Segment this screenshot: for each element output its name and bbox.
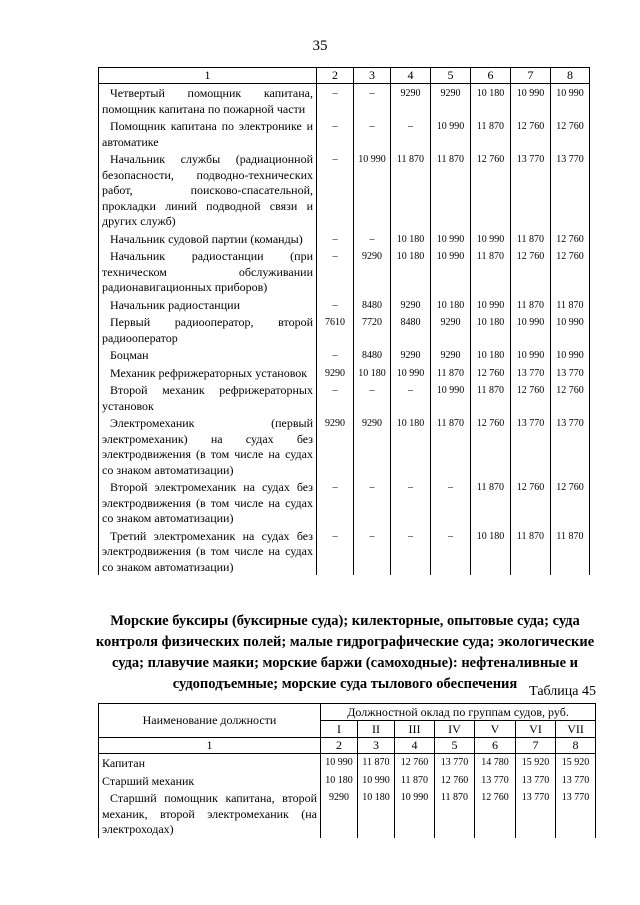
position-name: Второй механик рефрижераторных установок bbox=[99, 381, 317, 414]
table-row bbox=[99, 364, 590, 382]
salary-value: – bbox=[317, 381, 354, 414]
column-number-8: 8 bbox=[556, 738, 596, 754]
salary-value: 9290 bbox=[354, 414, 391, 478]
salary-value: 10 180 bbox=[358, 789, 395, 838]
position-name: Начальник радиостанции bbox=[99, 296, 317, 314]
group-4: IV bbox=[435, 721, 475, 738]
salary-value: – bbox=[317, 117, 354, 150]
salary-value: 13 770 bbox=[551, 414, 590, 478]
salary-value: – bbox=[317, 296, 354, 314]
salary-value: 10 990 bbox=[431, 247, 471, 296]
salary-value: – bbox=[317, 346, 354, 364]
salary-value: 10 990 bbox=[321, 754, 358, 772]
salary-value: 10 180 bbox=[471, 84, 511, 118]
salary-value: 15 920 bbox=[556, 754, 596, 772]
salary-value: 8480 bbox=[391, 313, 431, 346]
salary-value: – bbox=[317, 478, 354, 527]
table-row bbox=[99, 381, 590, 414]
salary-value: 13 770 bbox=[551, 150, 590, 230]
salary-value: 10 990 bbox=[551, 346, 590, 364]
salary-value: 12 760 bbox=[511, 478, 551, 527]
salary-value: 9290 bbox=[317, 414, 354, 478]
salary-value: 10 180 bbox=[431, 296, 471, 314]
salary-value: – bbox=[391, 478, 431, 527]
salary-value: 11 870 bbox=[431, 364, 471, 382]
table-row bbox=[99, 150, 590, 230]
salary-value: 9290 bbox=[321, 789, 358, 838]
salary-value: 11 870 bbox=[471, 117, 511, 150]
position-name: Электромеханик (первый электромеханик) на судах без электродвижения (в том числе на судах со знаком автоматизации) bbox=[99, 414, 317, 478]
salary-value: 9290 bbox=[391, 346, 431, 364]
salary-value: 13 770 bbox=[556, 772, 596, 790]
table-row bbox=[99, 84, 590, 118]
group-6: VI bbox=[516, 721, 556, 738]
salary-value: 10 990 bbox=[431, 117, 471, 150]
salary-value: 10 180 bbox=[321, 772, 358, 790]
salary-value: 13 770 bbox=[511, 414, 551, 478]
salary-value: 10 180 bbox=[391, 414, 431, 478]
salary-value: 12 760 bbox=[551, 478, 590, 527]
table-row bbox=[99, 478, 590, 527]
salary-value: 12 760 bbox=[395, 754, 435, 772]
salary-value: – bbox=[431, 527, 471, 576]
salary-value: 10 990 bbox=[358, 772, 395, 790]
column-number-3: 3 bbox=[358, 738, 395, 754]
column-number-7: 7 bbox=[511, 68, 551, 84]
salary-value: 12 760 bbox=[435, 772, 475, 790]
salary-value: – bbox=[317, 527, 354, 576]
salary-value: 10 180 bbox=[354, 364, 391, 382]
position-name: Старший помощник капитана, второй механик, второй электромеханик (на электроходах) bbox=[99, 789, 321, 838]
column-number-4: 4 bbox=[395, 738, 435, 754]
salary-value: – bbox=[391, 381, 431, 414]
position-name: Помощник капитана по электронике и автоматике bbox=[99, 117, 317, 150]
salary-value: 9290 bbox=[317, 364, 354, 382]
salary-value: 12 760 bbox=[471, 150, 511, 230]
salary-value: 9290 bbox=[391, 296, 431, 314]
salary-value: – bbox=[354, 527, 391, 576]
salary-value: 13 770 bbox=[556, 789, 596, 838]
position-name: Третий электромеханик на судах без электродвижения (в том числе на судах со знаком автоматизации) bbox=[99, 527, 317, 576]
salary-value: – bbox=[317, 84, 354, 118]
salary-value: 11 870 bbox=[511, 527, 551, 576]
salary-value: 10 990 bbox=[354, 150, 391, 230]
salary-value: – bbox=[354, 84, 391, 118]
salary-value: 10 990 bbox=[511, 346, 551, 364]
salary-value: – bbox=[317, 230, 354, 248]
salary-header: Должностной оклад по группам судов, руб. bbox=[321, 704, 596, 721]
salary-value: 11 870 bbox=[435, 789, 475, 838]
group-1: I bbox=[321, 721, 358, 738]
salary-value: – bbox=[391, 117, 431, 150]
salary-value: 11 870 bbox=[511, 230, 551, 248]
salary-value: – bbox=[391, 527, 431, 576]
salary-value: 11 870 bbox=[358, 754, 395, 772]
position-name: Начальник службы (радиационной безопасности, подводно-технических работ, поисково-спасательной, прокладки линий подводной связи и других служб) bbox=[99, 150, 317, 230]
position-name: Четвертый помощник капитана, помощник капитана по пожарной части bbox=[99, 84, 317, 118]
salary-value: 12 760 bbox=[551, 117, 590, 150]
salary-value: 12 760 bbox=[475, 789, 516, 838]
salary-value: 10 990 bbox=[395, 789, 435, 838]
salary-value: 11 870 bbox=[471, 247, 511, 296]
table-row bbox=[99, 754, 596, 772]
salary-value: 10 990 bbox=[431, 381, 471, 414]
salary-value: 11 870 bbox=[511, 296, 551, 314]
table-row bbox=[99, 789, 596, 838]
salary-value: 11 870 bbox=[391, 150, 431, 230]
salary-value: 10 180 bbox=[471, 346, 511, 364]
salary-table-45 bbox=[98, 703, 596, 838]
salary-value: – bbox=[354, 381, 391, 414]
column-number-row bbox=[99, 738, 596, 754]
salary-value: 12 760 bbox=[551, 381, 590, 414]
position-name: Первый радиооператор, второй радиооператор bbox=[99, 313, 317, 346]
salary-value: – bbox=[317, 247, 354, 296]
salary-value: 11 870 bbox=[431, 414, 471, 478]
salary-value: 12 760 bbox=[551, 247, 590, 296]
table-label: Таблица 45 bbox=[529, 684, 596, 699]
salary-value: 12 760 bbox=[511, 247, 551, 296]
salary-value: 12 760 bbox=[551, 230, 590, 248]
column-number-row bbox=[99, 68, 590, 84]
column-number-2: 2 bbox=[321, 738, 358, 754]
salary-value: – bbox=[354, 230, 391, 248]
column-number-5: 5 bbox=[435, 738, 475, 754]
salary-value: – bbox=[317, 150, 354, 230]
table-row bbox=[99, 414, 590, 478]
position-name: Капитан bbox=[99, 754, 321, 772]
table-row bbox=[99, 313, 590, 346]
salary-value: 9290 bbox=[354, 247, 391, 296]
page-number: 35 bbox=[312, 38, 328, 54]
column-number-6: 6 bbox=[475, 738, 516, 754]
salary-value: 9290 bbox=[431, 84, 471, 118]
salary-value: 9290 bbox=[391, 84, 431, 118]
salary-value: 10 990 bbox=[431, 230, 471, 248]
salary-value: 12 760 bbox=[511, 381, 551, 414]
table-row bbox=[99, 527, 590, 576]
salary-table-continued bbox=[98, 67, 590, 575]
table-row bbox=[99, 772, 596, 790]
salary-value: 9290 bbox=[431, 313, 471, 346]
salary-value: 10 990 bbox=[511, 84, 551, 118]
table-row bbox=[99, 247, 590, 296]
table-row bbox=[99, 230, 590, 248]
position-name: Второй электромеханик на судах без электродвижения (в том числе на судах со знаком автоматизации) bbox=[99, 478, 317, 527]
salary-value: 7720 bbox=[354, 313, 391, 346]
salary-value: 13 770 bbox=[551, 364, 590, 382]
column-number-7: 7 bbox=[516, 738, 556, 754]
salary-value: 10 990 bbox=[391, 364, 431, 382]
salary-value: 13 770 bbox=[475, 772, 516, 790]
salary-value: 10 990 bbox=[551, 313, 590, 346]
salary-value: 11 870 bbox=[395, 772, 435, 790]
group-7: VII bbox=[556, 721, 596, 738]
salary-value: 11 870 bbox=[471, 478, 511, 527]
salary-value: 8480 bbox=[354, 296, 391, 314]
table-row bbox=[99, 346, 590, 364]
salary-value: 10 180 bbox=[391, 230, 431, 248]
salary-value: 10 990 bbox=[471, 296, 511, 314]
salary-value: 13 770 bbox=[511, 364, 551, 382]
salary-value: 11 870 bbox=[551, 527, 590, 576]
group-3: III bbox=[395, 721, 435, 738]
salary-value: 12 760 bbox=[471, 414, 511, 478]
salary-value: 14 780 bbox=[475, 754, 516, 772]
column-number-8: 8 bbox=[551, 68, 590, 84]
column-number-1: 1 bbox=[99, 68, 317, 84]
table-row bbox=[99, 117, 590, 150]
column-number-6: 6 bbox=[471, 68, 511, 84]
salary-value: 11 870 bbox=[431, 150, 471, 230]
salary-value: 10 180 bbox=[471, 527, 511, 576]
position-name-header: Наименование должности bbox=[99, 704, 321, 738]
salary-value: – bbox=[354, 478, 391, 527]
salary-value: 10 180 bbox=[471, 313, 511, 346]
group-2: II bbox=[358, 721, 395, 738]
salary-value: 13 770 bbox=[511, 150, 551, 230]
salary-value: – bbox=[354, 117, 391, 150]
column-number-3: 3 bbox=[354, 68, 391, 84]
salary-value: 7610 bbox=[317, 313, 354, 346]
section-heading: Морские буксиры (буксирные суда); килекторные, опытовые суда; суда контроля физических полей; малые гидрографические суда; экологические суда; плавучие маяки; морские баржи (самоходные): нефтеналивные и судоподъемные; морские суда тылового обеспечения bbox=[95, 613, 595, 692]
salary-value: 8480 bbox=[354, 346, 391, 364]
salary-value: 10 990 bbox=[471, 230, 511, 248]
column-number-2: 2 bbox=[317, 68, 354, 84]
salary-value: 10 990 bbox=[551, 84, 590, 118]
position-name: Боцман bbox=[99, 346, 317, 364]
position-name: Старший механик bbox=[99, 772, 321, 790]
salary-value: 13 770 bbox=[516, 789, 556, 838]
salary-value: 11 870 bbox=[551, 296, 590, 314]
table-row bbox=[99, 296, 590, 314]
salary-value: 15 920 bbox=[516, 754, 556, 772]
column-number-1: 1 bbox=[99, 738, 321, 754]
position-name: Начальник радиостанции (при техническом обслуживании радионавигационных приборов) bbox=[99, 247, 317, 296]
group-5: V bbox=[475, 721, 516, 738]
position-name: Механик рефрижераторных установок bbox=[99, 364, 317, 382]
column-number-4: 4 bbox=[391, 68, 431, 84]
salary-value: 10 180 bbox=[391, 247, 431, 296]
salary-value: 12 760 bbox=[511, 117, 551, 150]
column-number-5: 5 bbox=[431, 68, 471, 84]
salary-value: 10 990 bbox=[511, 313, 551, 346]
salary-value: 11 870 bbox=[471, 381, 511, 414]
salary-value: 9290 bbox=[431, 346, 471, 364]
salary-value: – bbox=[431, 478, 471, 527]
salary-value: 13 770 bbox=[435, 754, 475, 772]
salary-value: 13 770 bbox=[516, 772, 556, 790]
salary-value: 12 760 bbox=[471, 364, 511, 382]
position-name: Начальник судовой партии (команды) bbox=[99, 230, 317, 248]
